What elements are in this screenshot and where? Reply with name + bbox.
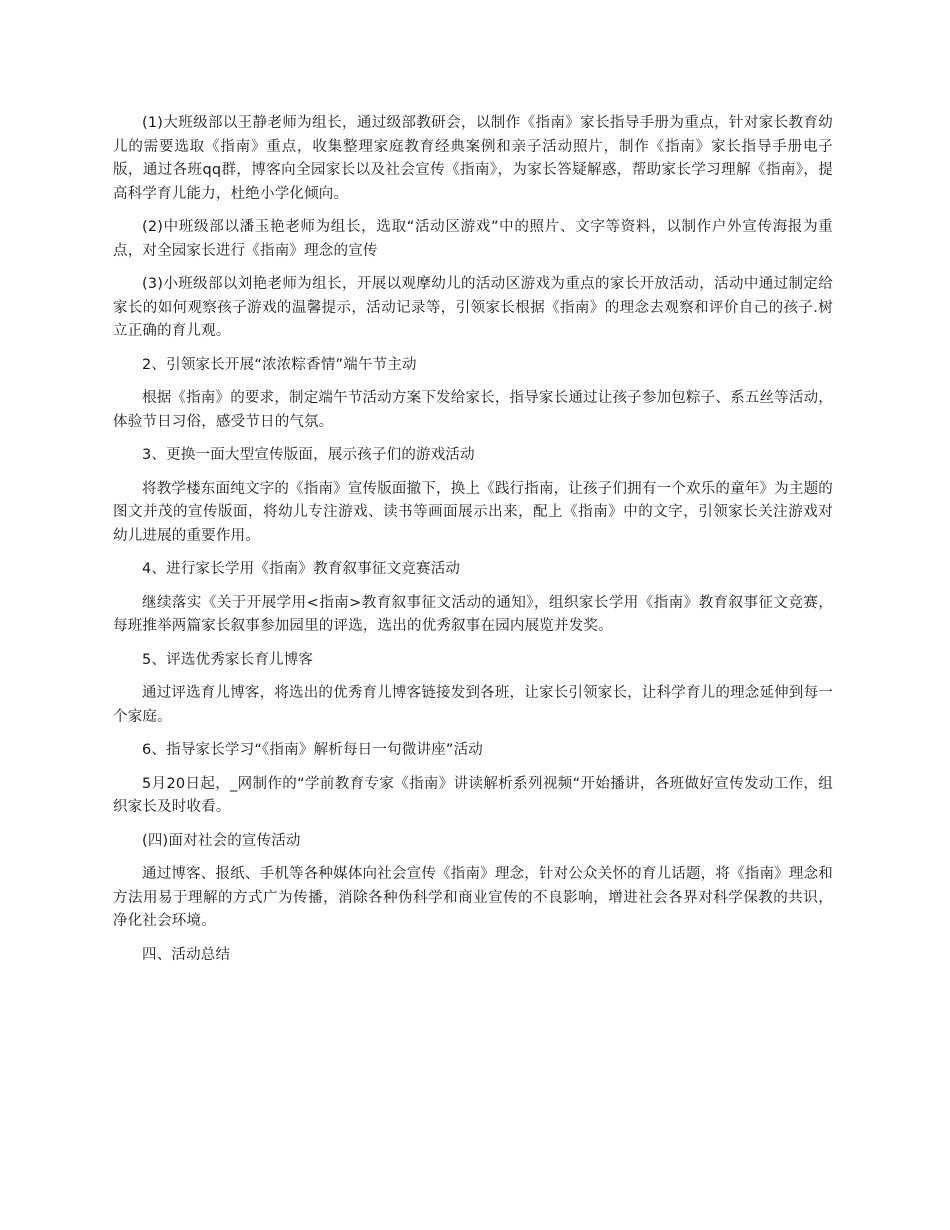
section-heading: 四、活动总结 [142,946,231,963]
document-body [113,112,833,977]
section-heading: 6、指导家长学习“《指南》解析每日一句微讲座”活动 [142,742,483,758]
section-heading: 3、更换一面大型宣传版面，展示孩子们的游戏活动 [142,447,475,463]
paragraph: 通过博客、报纸、手机等各种媒体向社会宣传《指南》理念，针对公众关怀的育儿话题，将《指南》理念和方法用易于理解的方式广为传播，消除各种伪科学和商业宣传的不良影响，增进社会各界对科学保教的共识，净化社会环境。 [113,866,833,929]
paragraph: 继续落实《关于开展学用<指南>教育叙事征文活动的通知》，组织家长学用《指南》教育叙事征文竞赛，每班推举两篇家长叙事参加园里的评选，选出的优秀叙事在园内展览并发奖。 [113,594,833,634]
paragraph: (3)小班级部以刘艳老师为组长，开展以观摩幼儿的活动区游戏为重点的家长开放活动，活动中通过制定给家长的如何观察孩子游戏的温馨提示，活动记录等，引领家长根据《指南》的理念去观察和评价自己的孩子.树立正确的育儿观。 [113,276,833,339]
paragraph: (2)中班级部以潘玉艳老师为组长，选取“活动区游戏”中的照片、文字等资料，以制作户外宣传海报为重点，对全园家长进行《指南》理念的宣传 [113,219,833,259]
paragraph: 将教学楼东面纯文字的《指南》宣传版面撤下，换上《践行指南，让孩子们拥有一个欢乐的童年》为主题的图文并茂的宣传版面，将幼儿专注游戏、读书等画面展示出来，配上《指南》中的文字，引领家长关注游戏对幼儿进展的重要作用。 [113,480,833,544]
section-heading: 2、引领家长开展“浓浓粽香情”端午节主动 [142,356,417,373]
section-heading: 4、进行家长学用《指南》教育叙事征文竞赛活动 [142,561,461,577]
paragraph: 5月20日起，_网制作的“学前教育专家《指南》讲读解析系列视频“开始播讲，各班做好宣传发动工作，组织家长及时收看。 [113,775,833,815]
section-heading: 5、评选优秀家长育儿博客 [142,651,314,668]
section-heading: (四)面对社会的宣传活动 [142,832,301,849]
paragraph: (1)大班级部以王静老师为组长，通过级部教研会，以制作《指南》家长指导手册为重点，针对家长教育幼儿的需要选取《指南》重点，收集整理家庭教育经典案例和亲子活动照片，制作《指南》家长指导手册电子版，通过各班qq群，博客向全园家长以及社会宣传《指南》，为家长答疑解惑，帮助家长学习理解《指南》，提高科学育儿能力，杜绝小学化倾向。 [113,115,833,202]
paragraph: 通过评选育儿博客，将选出的优秀育儿博客链接发到各班，让家长引领家长，让科学育儿的理念延伸到每一个家庭。 [113,685,833,725]
paragraph: 根据《指南》的要求，制定端午节活动方案下发给家长，指导家长通过让孩子参加包粽子、系五丝等活动，体验节日习俗，感受节日的气氛。 [113,390,833,430]
